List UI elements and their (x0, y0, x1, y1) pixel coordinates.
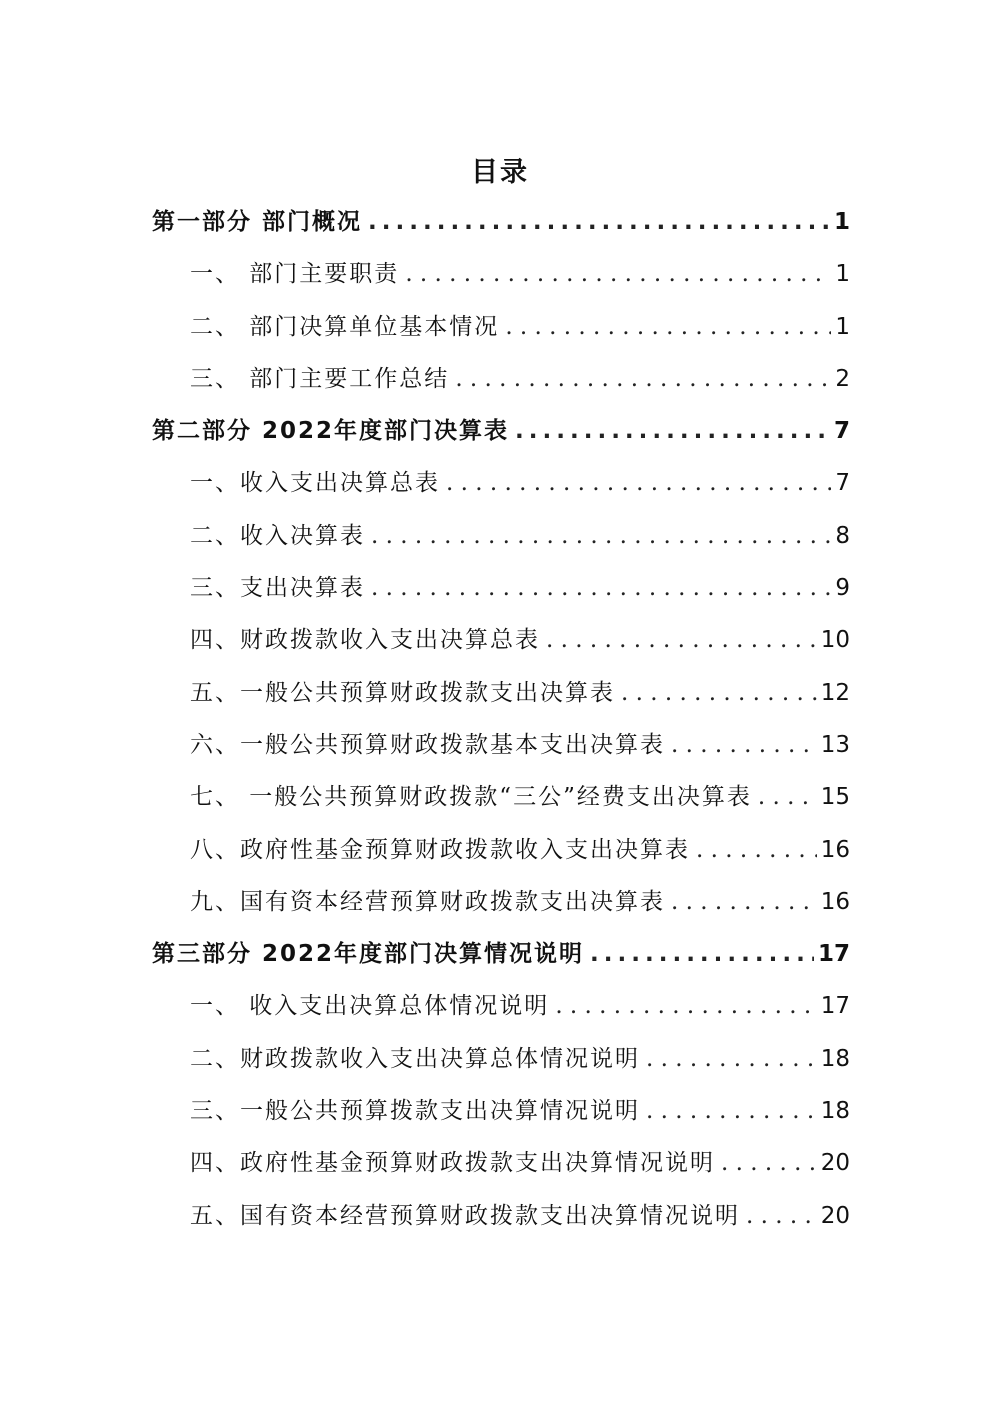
toc-entry-title: 八、政府性基金预算财政拨款收入支出决算表 (190, 836, 690, 863)
toc-page-number: 16 (820, 888, 850, 915)
toc-dot-leader (555, 980, 816, 1032)
toc-entry[interactable] (152, 1190, 850, 1242)
toc-entry[interactable] (152, 980, 850, 1032)
toc-entry-title: 五、国有资本经营预算财政拨款支出决算情况说明 (190, 1202, 740, 1229)
toc-entry[interactable] (152, 824, 850, 876)
toc-dot-leader (455, 353, 831, 405)
toc-entry[interactable] (152, 1033, 850, 1085)
toc-page-number: 1 (833, 209, 850, 235)
toc-dot-leader (371, 562, 831, 614)
toc-entry-title: 第三部分 2022年度部门决算情况说明 (152, 941, 585, 968)
toc-entry[interactable] (152, 248, 850, 300)
toc-page-number: 17 (820, 993, 850, 1020)
toc-entry[interactable] (152, 1137, 850, 1189)
toc-page-number: 12 (820, 679, 850, 706)
toc-page-number: 17 (817, 941, 850, 968)
toc-page-number: 1 (835, 313, 850, 340)
toc-dot-leader (746, 1190, 817, 1242)
toc-entry-title: 三、一般公共预算拨款支出决算情况说明 (190, 1098, 640, 1125)
toc-entry-title: 二、财政拨款收入支出决算总体情况说明 (190, 1045, 640, 1072)
toc-entry-title: 第一部分 部门概况 (152, 209, 363, 235)
toc-entry[interactable] (152, 1085, 850, 1137)
toc-dot-leader (446, 457, 831, 509)
toc-dot-leader (515, 405, 830, 457)
toc-entry[interactable] (152, 719, 850, 771)
toc-dot-leader (590, 928, 814, 980)
toc-page-number: 20 (820, 1202, 850, 1229)
toc-page-number: 20 (820, 1150, 850, 1177)
toc-entry-title: 六、一般公共预算财政拨款基本支出决算表 (190, 731, 665, 758)
toc-entry-title: 二、 部门决算单位基本情况 (190, 313, 500, 340)
toc-dot-leader (368, 196, 830, 248)
toc-page-number: 16 (820, 836, 850, 863)
toc-dot-leader (405, 248, 831, 300)
toc-dot-leader (721, 1137, 817, 1189)
toc-entry[interactable] (152, 196, 850, 248)
toc-dot-leader (646, 1033, 817, 1085)
toc-page-number: 10 (820, 627, 850, 654)
toc-page-number: 13 (820, 731, 850, 758)
toc-entry-title: 七、 一般公共预算财政拨款“三公”经费支出决算表 (190, 784, 752, 811)
toc-page-number: 18 (820, 1098, 850, 1125)
toc-dot-leader (758, 771, 817, 823)
toc-entry-title: 一、收入支出决算总表 (190, 470, 440, 497)
toc-dot-leader (671, 876, 817, 928)
toc-dot-leader (696, 824, 817, 876)
table-of-contents (152, 196, 850, 1242)
toc-entry-title: 三、 部门主要工作总结 (190, 365, 450, 392)
toc-entry[interactable] (152, 405, 850, 457)
toc-entry[interactable] (152, 771, 850, 823)
toc-entry[interactable] (152, 353, 850, 405)
toc-page-number: 8 (835, 522, 850, 549)
toc-dot-leader (505, 301, 831, 353)
toc-entry-title: 四、财政拨款收入支出决算总表 (190, 627, 540, 654)
toc-page-number: 7 (833, 418, 850, 445)
toc-entry-title: 五、一般公共预算财政拨款支出决算表 (190, 679, 615, 706)
toc-entry-title: 四、政府性基金预算财政拨款支出决算情况说明 (190, 1150, 715, 1177)
toc-dot-leader (621, 667, 817, 719)
toc-entry[interactable] (152, 928, 850, 980)
toc-page-number: 9 (835, 575, 850, 602)
toc-entry[interactable] (152, 301, 850, 353)
toc-entry-title: 一、 收入支出决算总体情况说明 (190, 993, 550, 1020)
toc-page-number: 15 (820, 784, 850, 811)
toc-entry[interactable] (152, 667, 850, 719)
toc-entry-title: 第二部分 2022年度部门决算表 (152, 418, 510, 445)
toc-dot-leader (671, 719, 817, 771)
toc-entry[interactable] (152, 562, 850, 614)
toc-page-number: 1 (835, 261, 850, 288)
toc-entry[interactable] (152, 457, 850, 509)
toc-entry[interactable] (152, 510, 850, 562)
toc-page-number: 7 (835, 470, 850, 497)
toc-dot-leader (546, 614, 817, 666)
toc-entry-title: 三、支出决算表 (190, 575, 365, 602)
toc-page-number: 2 (835, 365, 850, 392)
toc-entry[interactable] (152, 876, 850, 928)
toc-entry-title: 二、收入决算表 (190, 522, 365, 549)
toc-entry-title: 九、国有资本经营预算财政拨款支出决算表 (190, 888, 665, 915)
toc-page-number: 18 (820, 1045, 850, 1072)
toc-dot-leader (646, 1085, 817, 1137)
toc-entry[interactable] (152, 614, 850, 666)
toc-entry-title: 一、 部门主要职责 (190, 261, 400, 288)
page-title: 目录 (471, 157, 529, 188)
toc-dot-leader (371, 510, 831, 562)
